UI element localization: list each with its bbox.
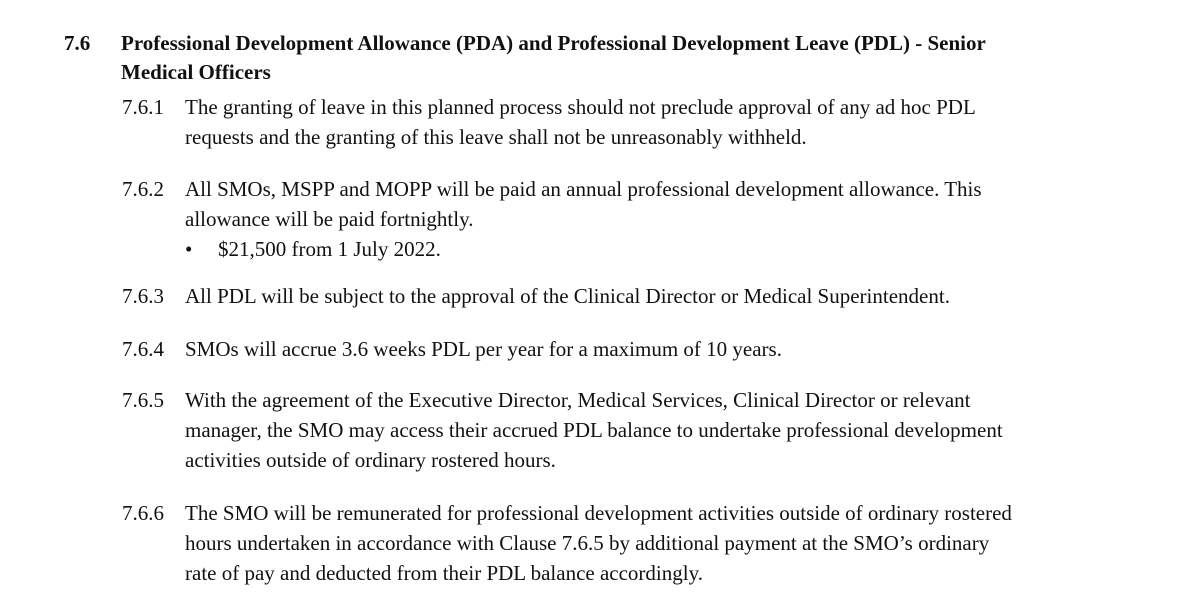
section-title	[121, 29, 1131, 87]
clause-line: requests and the granting of this leave shall not be unreasonably withheld.	[185, 125, 807, 149]
clause-line: allowance will be paid fortnightly.	[185, 207, 474, 231]
clause-line: manager, the SMO may access their accrued PDL balance to undertake professional development	[185, 418, 1003, 442]
clause-line: The granting of leave in this planned process should not preclude approval of any ad hoc PDL	[185, 95, 976, 119]
clause-line: hours undertaken in accordance with Clause 7.6.5 by additional payment at the SMO’s ordinary	[185, 531, 990, 555]
clause-number: 7.6.6	[122, 501, 164, 525]
clause-text	[185, 334, 1085, 364]
bullet-item	[185, 234, 1085, 264]
clause-text	[185, 281, 1085, 311]
section-title-line: Medical Officers	[121, 60, 271, 84]
section-title-line: Professional Development Allowance (PDA) and Professional Development Leave (PDL) - Senior	[121, 31, 986, 55]
clause-number: 7.6.4	[122, 337, 164, 361]
bullet-icon: •	[185, 237, 193, 261]
clause-line: All PDL will be subject to the approval of the Clinical Director or Medical Superintendent.	[185, 284, 950, 308]
clause-line: With the agreement of the Executive Director, Medical Services, Clinical Director or relevant	[185, 388, 971, 412]
section-number: 7.6	[64, 31, 91, 55]
clause-number: 7.6.5	[122, 388, 164, 412]
clause-text	[185, 498, 1085, 588]
clause-text	[185, 92, 1085, 152]
clause-line: rate of pay and deducted from their PDL balance accordingly.	[185, 561, 703, 585]
clause-number: 7.6.1	[122, 95, 164, 119]
clause-line: activities outside of ordinary rostered hours.	[185, 448, 556, 472]
clause-number: 7.6.3	[122, 284, 164, 308]
bullet-text: $21,500 from 1 July 2022.	[218, 237, 441, 261]
clause-number: 7.6.2	[122, 177, 164, 201]
clause-line: The SMO will be remunerated for professional development activities outside of ordinary rostered	[185, 501, 1012, 525]
clause-line: SMOs will accrue 3.6 weeks PDL per year for a maximum of 10 years.	[185, 337, 782, 361]
clause-line: All SMOs, MSPP and MOPP will be paid an annual professional development allowance. This	[185, 177, 982, 201]
clause-text	[185, 385, 1085, 475]
clause-text	[185, 174, 1085, 264]
